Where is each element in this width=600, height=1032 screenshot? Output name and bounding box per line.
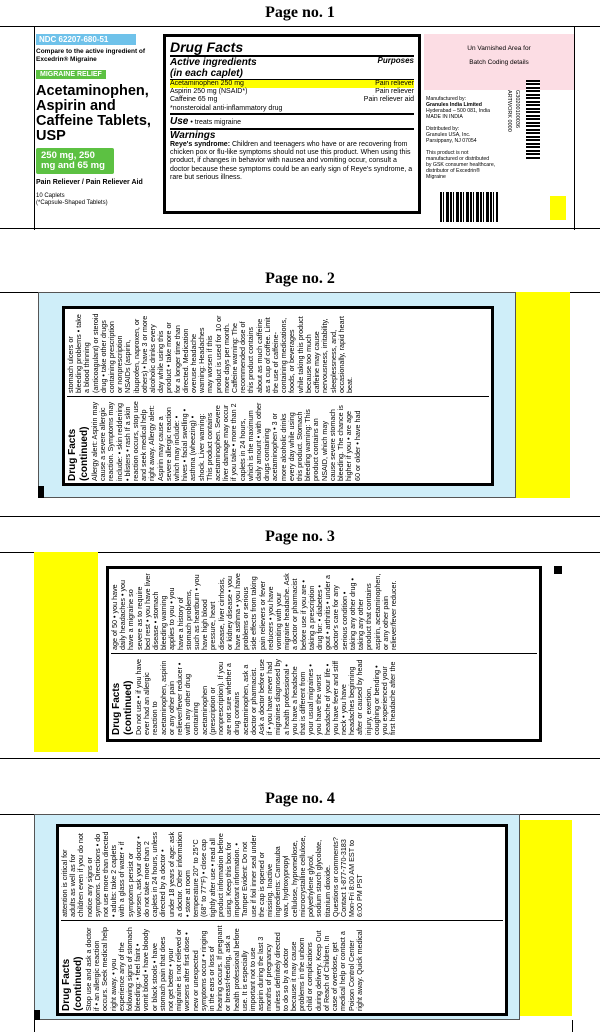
page-2-heading: Page no. 2 bbox=[265, 270, 335, 287]
page-4-rotated-content bbox=[59, 827, 505, 1015]
page-1-heading: Page no. 1 bbox=[265, 4, 335, 21]
page-4-title: Drug Facts (continued) bbox=[61, 956, 84, 1011]
ingredient-purpose: Pain reliever aid bbox=[363, 96, 414, 104]
active-subheading: (in each caplet) bbox=[170, 68, 414, 80]
ingredient-row bbox=[170, 96, 414, 104]
manufacturer-info bbox=[426, 96, 496, 180]
page-2-drug-facts bbox=[62, 306, 494, 486]
front-panel bbox=[36, 34, 160, 212]
artwork-code-2: ARTWORK 0000 bbox=[506, 90, 512, 132]
reye-warning bbox=[170, 141, 414, 182]
batch-line-2: Batch Coding details bbox=[469, 59, 529, 66]
ingredient-purpose: Pain reliever bbox=[375, 88, 414, 96]
page-4-text: Stop use and ask a doctor if • an allergic reaction occurs. Seek medical help right away. • you experience any of the following signs of stomach bleeding: • feel faint • vomit blood • have bloody or black stools • have stomach pain that does not get better • your migraine is not relieved or worsens after first dose • new or unexpected symptoms occur • ringing in the ears or loss of hearing occurs. If pregnant or breast-feeding, ask a health professional before use. It is especially important not to use aspirin during the last 3 months of pregnancy unless definitely directed to do so by a doctor because it may cause problems in the unborn child or complications during delivery. Keep Out of Reach of Children. In case of overdose, get medical help or contact a Poison Control Center right away. Quick medical attention is critical for adults as well as for children even if you do not notice any signs or symptoms. Directions • do not use more than directed • adults: take 2 caplets with a glass of water • if symptoms persist or worsen, ask your doctor • do not take more than 2 caplets in 24 hours, unless directed by a doctor • under 18 years of age: ask a doctor. Other information • store at room temperature 20° to 25°C (68° to 77°F) • close cap tightly after use • read all product information before using. Keep this box for important information. • Tamper Evident: Do not use if foil inner seal under the cap is opened or missing. Inactive ingredients: Carnauba wax, hydroxypropyl cellulose, hypromellose, microcrystalline cellulose, polyethylene glycol, sodium starch glycolate, titanium dioxide. Questions or comments? Contact 1-877-770-3183 Mon-Fri 8:00 AM EST to 6:00 PM PST bbox=[60, 831, 365, 1011]
artwork-code: G30200100036 bbox=[514, 90, 520, 128]
active-ingredients-heading: Active ingredients bbox=[170, 57, 257, 68]
yellow-badge bbox=[550, 196, 566, 220]
use-heading: Use bbox=[170, 115, 189, 127]
compare-text: Compare to the active ingredient of Excedrin® Migraine bbox=[36, 48, 146, 63]
use-section bbox=[170, 115, 414, 130]
page-2-bottom-rule bbox=[0, 516, 600, 517]
page-1-left-cut bbox=[34, 26, 35, 230]
nsaid-note: *nonsteroidal anti-inflammatory drug bbox=[170, 105, 414, 115]
ingredient-name: Acetaminophen 250 mg bbox=[170, 80, 244, 87]
batch-coding-area bbox=[424, 34, 574, 90]
batch-line-1: Un Varnished Area for bbox=[467, 45, 531, 52]
page-2-yellow-bar bbox=[516, 292, 570, 498]
dist-address: Parsippany, NJ 07054 bbox=[426, 138, 477, 144]
side-barcode bbox=[526, 80, 540, 160]
page-3-text: Do not use • if you have ever had an allergic reaction to acetaminophen, aspirin or any other pain reliever/fever reducer • with any other drug containing acetaminophen (prescription or nonprescription). If you are not sure whether a drug contains acetaminophen, ask a doctor or pharmacist. Ask a doctor before use if • you have never had migraines diagnosed by a health professional • you have a headache that is different from your usual migraines • you have the worst headache of your life • you have fever and stiff neck • you have headaches beginning after or caused by head injury, exertion, coughing or bending • you experienced your first headache after the age of 50 • you have daily headaches • you have a migraine so severe as to require bed rest • you have liver disease • stomach bleeding warning applies to you • you have a history of stomach problems, such as heartburn • you have high blood pressure, heart disease, liver cirrhosis, or kidney disease • you have asthma • you have problems or serious side effects from taking pain relievers or fever reducers • you have vomiting with your migraine headache. Ask a doctor or pharmacist before use if you are • taking a prescription drug for: • diabetes • gout • arthritis • under a doctor's care for any serious condition • taking any other drug • taking any other product that contains aspirin, acetaminophen, or any other pain reliever/fever reducer. bbox=[110, 573, 398, 735]
disclaimer: This product is not manufactured or distributed by GSK consumer healthcare, distributor of Excedrin® Migraine bbox=[426, 150, 496, 180]
page-3-bottom-rule bbox=[0, 758, 600, 759]
page-4-right-cut bbox=[572, 1020, 573, 1032]
reye-text: Children and teenagers who have or are recovering from chicken pox or flu-like symptoms should not use this product. When using this product, if changes in behavior with nausea and vomiting occur, consult a doctor because these symptoms could be an early sign of Reye's syndrome, a rare but serious illness. bbox=[170, 141, 413, 181]
page-3-corner bbox=[554, 566, 562, 574]
mfr-address: Hyderabad – 500 081, India bbox=[426, 108, 491, 114]
page-4-yellow-bar bbox=[520, 820, 572, 1016]
count-sub: (*Capsule-Shaped Tablets) bbox=[36, 200, 108, 206]
page-2-title: Drug Facts (continued) bbox=[67, 426, 90, 481]
ingredient-name: Aspirin 250 mg (NSAID*) bbox=[170, 88, 248, 96]
page-2-text: Allergy alert: Aspirin may cause a severe allergic reaction. Symptoms may include: • skin reddening • blisters • rash If a skin reaction occurs, stop use and seek medical help right away. Allergy alert: Aspirin may cause a severe allergic reaction which may include: • hives • facial swelling • asthma (wheezing) • shock. Liver warning: This product contains acetaminophen. Severe liver damage may occur if you take • more than 2 caplets in 24 hours, which is the maximum daily amount • with other drugs containing acetaminophen • 3 or more alcoholic drinks every day while using this product. Stomach bleeding warning: This product contains an NSAID, which may cause severe stomach bleeding. The chance is higher if you • are age 60 or older • have had stomach ulcers or bleeding problems • take a blood thinning (anticoagulant) or steroid drug • take other drugs containing prescription or nonprescription NSAIDs (aspirin, ibuprofen, naproxen, or others) • have 3 or more alcoholic drinks every day while using this product • take more or for a longer time than directed. Medication overuse headache warning: Headaches may worsen if this product is used for 10 or more days per month. Caffeine warning: The recommended dose of this product contains about as much caffeine as a cup of coffee. Limit the use of caffeine-containing medications, foods, or beverages while taking this product because too much caffeine may cause nervousness, irritability, sleeplessness, and, occasionally, rapid heart beat. bbox=[66, 313, 362, 481]
strength-badge: 250 mg, 250 mg and 65 mg bbox=[36, 148, 114, 174]
page-4-left-cut bbox=[34, 1020, 35, 1032]
page-2-rotated-content bbox=[65, 309, 491, 485]
migraine-badge: MIGRAINE RELIEF bbox=[36, 70, 106, 79]
count: 10 Caplets bbox=[36, 192, 65, 199]
drug-facts-box bbox=[163, 34, 421, 214]
page-3-heading: Page no. 3 bbox=[265, 528, 335, 545]
page-3-drug-facts bbox=[106, 566, 542, 742]
ndc-label: NDC 62207-680-51 bbox=[36, 34, 136, 45]
page-1-top-rule bbox=[0, 26, 600, 27]
ingredient-row bbox=[170, 80, 414, 88]
page-2-corner bbox=[38, 486, 44, 498]
page-4-heading: Page no. 4 bbox=[265, 790, 335, 807]
ingredient-row bbox=[170, 88, 414, 96]
page-3-rotated-content bbox=[109, 569, 539, 739]
ingredient-purpose: Pain reliever bbox=[375, 80, 414, 87]
purposes-heading: Purposes bbox=[377, 56, 414, 65]
dist-name: Granules USA, Inc. bbox=[426, 132, 471, 138]
barcode bbox=[440, 192, 498, 222]
dist-label: Distributed by: bbox=[426, 126, 460, 132]
mfr-name: Granules India Limited bbox=[426, 102, 482, 108]
reye-heading: Reye's syndrome: bbox=[170, 141, 231, 149]
use-text: • treats migraine bbox=[190, 118, 242, 126]
page-1-right-cut bbox=[574, 26, 575, 230]
page-3-title: Drug Facts (continued) bbox=[111, 680, 134, 735]
warnings-heading: Warnings bbox=[170, 130, 216, 142]
page-4-corner bbox=[34, 1010, 40, 1020]
ingredient-name: Caffeine 65 mg bbox=[170, 96, 218, 104]
drug-facts-title: Drug Facts bbox=[170, 39, 414, 57]
page-4-drug-facts bbox=[56, 824, 508, 1016]
use-line: Pain Reliever / Pain Reliever Aid bbox=[36, 179, 143, 186]
mfr-country: MADE IN INDIA bbox=[426, 114, 463, 120]
page-3-yellow-bar bbox=[34, 552, 98, 752]
mfr-label: Manufactured by: bbox=[426, 96, 467, 102]
page-1-bottom-rule bbox=[0, 228, 600, 229]
product-name: Acetaminophen, Aspirin and Caffeine Tablets, USP bbox=[36, 83, 151, 144]
